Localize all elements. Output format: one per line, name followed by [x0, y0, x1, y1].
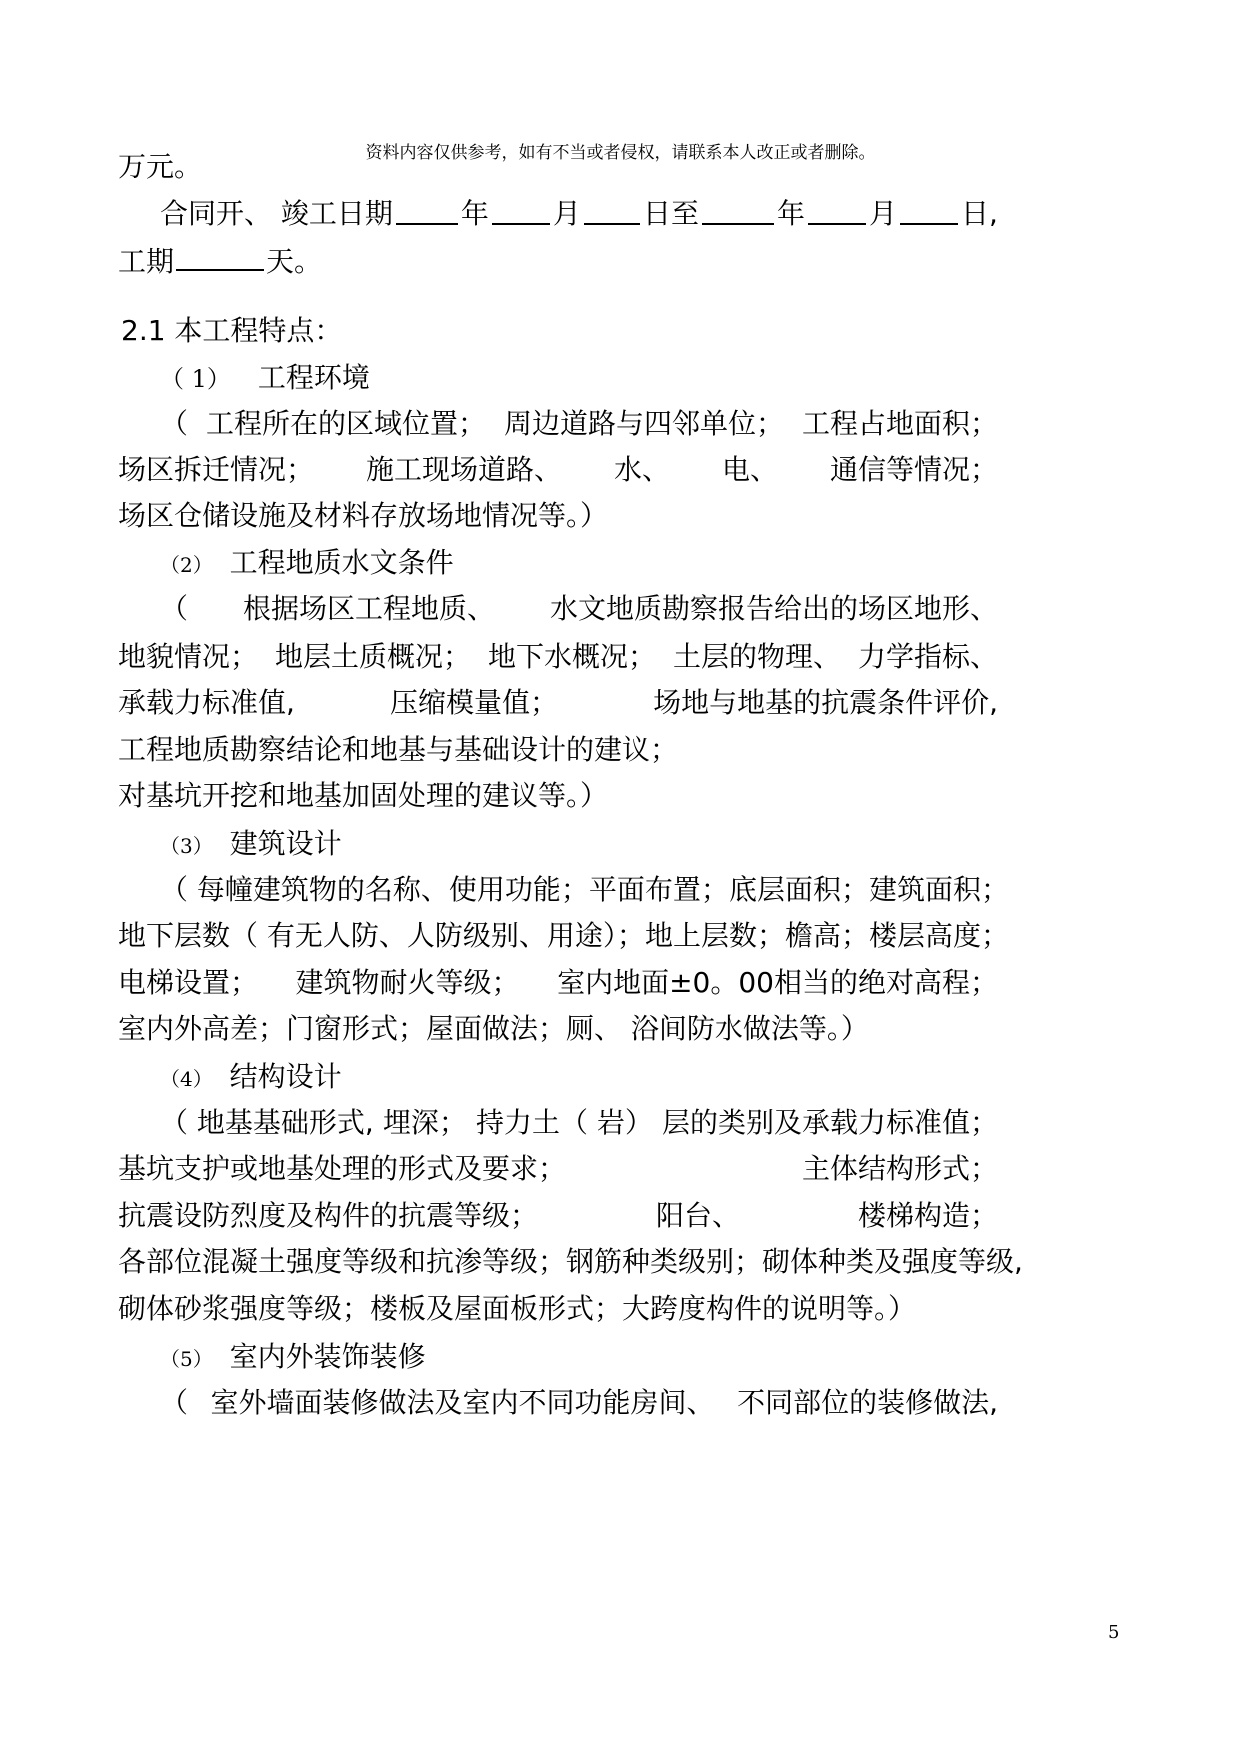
text-segment: 地下层数（ 有无人防、 [118, 919, 407, 952]
text-segment: 对基坑开挖和地基加固处理的建议等。） [118, 779, 609, 812]
blank-field [176, 243, 264, 271]
text-segment: 力学指标、 [857, 640, 998, 673]
text-segment: 主体结构形式； [801, 1152, 998, 1185]
item-number: （5） [160, 1347, 213, 1371]
page-header-disclaimer: 资料内容仅供参考，如有不当或者侵权，请联系本人改正或者删除。 [365, 143, 876, 163]
text-segment: 底层面积； [728, 873, 869, 906]
item-number: （3） [160, 834, 213, 858]
item-4-heading [160, 1060, 1170, 1096]
item-4-line-1 [160, 1106, 998, 1140]
year-label: 年 [776, 197, 805, 230]
contract-dates-label: 合同开、 竣工日期 [160, 197, 393, 230]
text-segment: 砌体种类及强度等级, [762, 1245, 1023, 1278]
item-2-line-1 [160, 592, 998, 626]
text-segment: 用途）； [546, 919, 645, 952]
text-segment: 压缩模量值； [389, 686, 558, 719]
text-segment: 各部位混凝土强度等级和抗渗等级； [118, 1245, 567, 1278]
month-label: 月 [552, 197, 581, 230]
month-label: 月 [868, 197, 897, 230]
text-segment: 土层的物理、 [672, 640, 841, 673]
item-2-line-2 [118, 640, 998, 674]
text-segment: 使用功能； [448, 873, 589, 906]
text-segment: 不同部位的装修做法, [737, 1386, 998, 1419]
item-2-line-3 [118, 686, 998, 720]
text-segment: 工程所在的区域位置； [205, 407, 486, 440]
item-3-line-1 [160, 873, 1009, 907]
item-number: （4） [160, 1067, 213, 1091]
item-2-heading [160, 546, 1170, 582]
item-5-heading [160, 1340, 1170, 1376]
item-3-line-3 [118, 966, 998, 1000]
item-4-line-3 [118, 1199, 998, 1233]
text-segment: 周边道路与四邻单位； [503, 407, 784, 440]
text-segment: 地上层数； [644, 919, 785, 952]
section-heading-text: 2.1 本工程特点： [121, 314, 343, 347]
item-4-line-4 [118, 1245, 1023, 1279]
text-segment: 室外墙面装修做法及室内不同功能房间、 [210, 1386, 715, 1419]
text-segment: 承载力标准值, [118, 686, 295, 719]
text-segment: 层的类别及承载力标准值； [661, 1106, 998, 1139]
text-segment: （ 每幢建筑物的名称、 [160, 873, 449, 906]
blank-field [492, 197, 550, 225]
text-segment: 地层土质概况； [274, 640, 471, 673]
text-segment: 工程地质勘察结论和地基与基础设计的建议； [118, 733, 679, 766]
text-segment: 水文地质勘察报告给出的场区地形、 [549, 592, 998, 625]
day-label: 日, [960, 197, 998, 230]
item-title: 室内外装饰装修 [229, 1340, 426, 1373]
text-segment: 场区拆迁情况； [118, 453, 315, 486]
item-3-heading [160, 827, 1170, 863]
text-segment: 阳台、 [655, 1199, 740, 1232]
item-1-heading [160, 361, 1170, 396]
text-segment: 砌体砂浆强度等级；楼板及屋面板形式；大跨度构件的说明等。） [118, 1292, 917, 1325]
text-segment: 场地与地基的抗震条件评价, [653, 686, 998, 719]
item-3-line-2 [118, 919, 1009, 953]
text-line [118, 150, 1128, 184]
item-title: 工程环境 [257, 361, 370, 394]
item-4-line-2 [118, 1152, 998, 1186]
blank-field [702, 197, 774, 225]
text-segment: 水、 [613, 453, 670, 486]
text-segment: 楼梯构造； [857, 1199, 998, 1232]
item-4-line-5 [118, 1292, 1128, 1326]
text-segment: （ [160, 592, 189, 625]
blank-field [808, 197, 866, 225]
item-1-line-3 [118, 499, 1128, 533]
text-segment: 埋深； [382, 1106, 467, 1139]
text-segment: 钢筋种类级别； [566, 1245, 763, 1278]
page-number: 5 [1108, 1622, 1120, 1643]
blank-field [396, 197, 458, 225]
text-segment: 人防级别、 [406, 919, 547, 952]
text-segment: 根据场区工程地质、 [242, 592, 495, 625]
text-segment: 建筑面积； [868, 873, 1009, 906]
text-segment: 通信等情况； [829, 453, 998, 486]
text-segment: 工程占地面积； [801, 407, 998, 440]
text-segment: 万元。 [118, 150, 203, 183]
text-segment: 平面布置； [588, 873, 729, 906]
item-1-line-2 [118, 453, 998, 487]
text-segment: （ 地基基础形式, [160, 1106, 374, 1139]
blank-field [584, 197, 640, 225]
item-5-line-1 [160, 1386, 998, 1420]
day-label: 日至 [642, 197, 699, 230]
text-segment: 基坑支护或地基处理的形式及要求； [118, 1152, 567, 1185]
contract-dates-line [160, 197, 998, 231]
text-segment: 檐高； [784, 919, 869, 952]
text-segment: 电梯设置； [118, 966, 259, 999]
period-unit: 天。 [266, 245, 323, 278]
text-segment: 施工现场道路、 [365, 453, 562, 486]
item-1-line-1 [160, 407, 998, 441]
item-number: （ 1） [160, 365, 231, 393]
text-segment: 电、 [721, 453, 778, 486]
item-title: 工程地质水文条件 [229, 546, 454, 579]
blank-field [900, 197, 958, 225]
item-title: 结构设计 [229, 1060, 342, 1093]
text-segment: 场区仓储设施及材料存放场地情况等。） [118, 499, 609, 532]
item-2-line-5 [118, 779, 1128, 813]
item-title: 建筑设计 [229, 827, 342, 860]
text-segment: 抗震设防烈度及构件的抗震等级； [118, 1199, 539, 1232]
period-label: 工期 [118, 245, 175, 278]
text-segment: （ [160, 1386, 189, 1419]
text-segment: （ [160, 407, 189, 440]
item-number: （2） [160, 553, 213, 577]
text-segment: 持力土（ 岩） [475, 1106, 653, 1139]
text-segment: 地貌情况； [118, 640, 259, 673]
item-3-line-4 [118, 1012, 1128, 1046]
year-label: 年 [460, 197, 489, 230]
text-segment: 室内外高差；门窗形式；屋面做法；厕、 浴间防水做法等。） [118, 1012, 869, 1045]
text-segment: 地下水概况； [487, 640, 656, 673]
text-segment: 室内地面±0。00相当的绝对高程； [557, 966, 998, 999]
item-2-line-4 [118, 733, 1128, 767]
section-heading-2-1 [121, 314, 1131, 348]
text-segment: 楼层高度； [868, 919, 1009, 952]
text-segment: 建筑物耐火等级； [295, 966, 520, 999]
construction-period-line [118, 243, 1128, 279]
